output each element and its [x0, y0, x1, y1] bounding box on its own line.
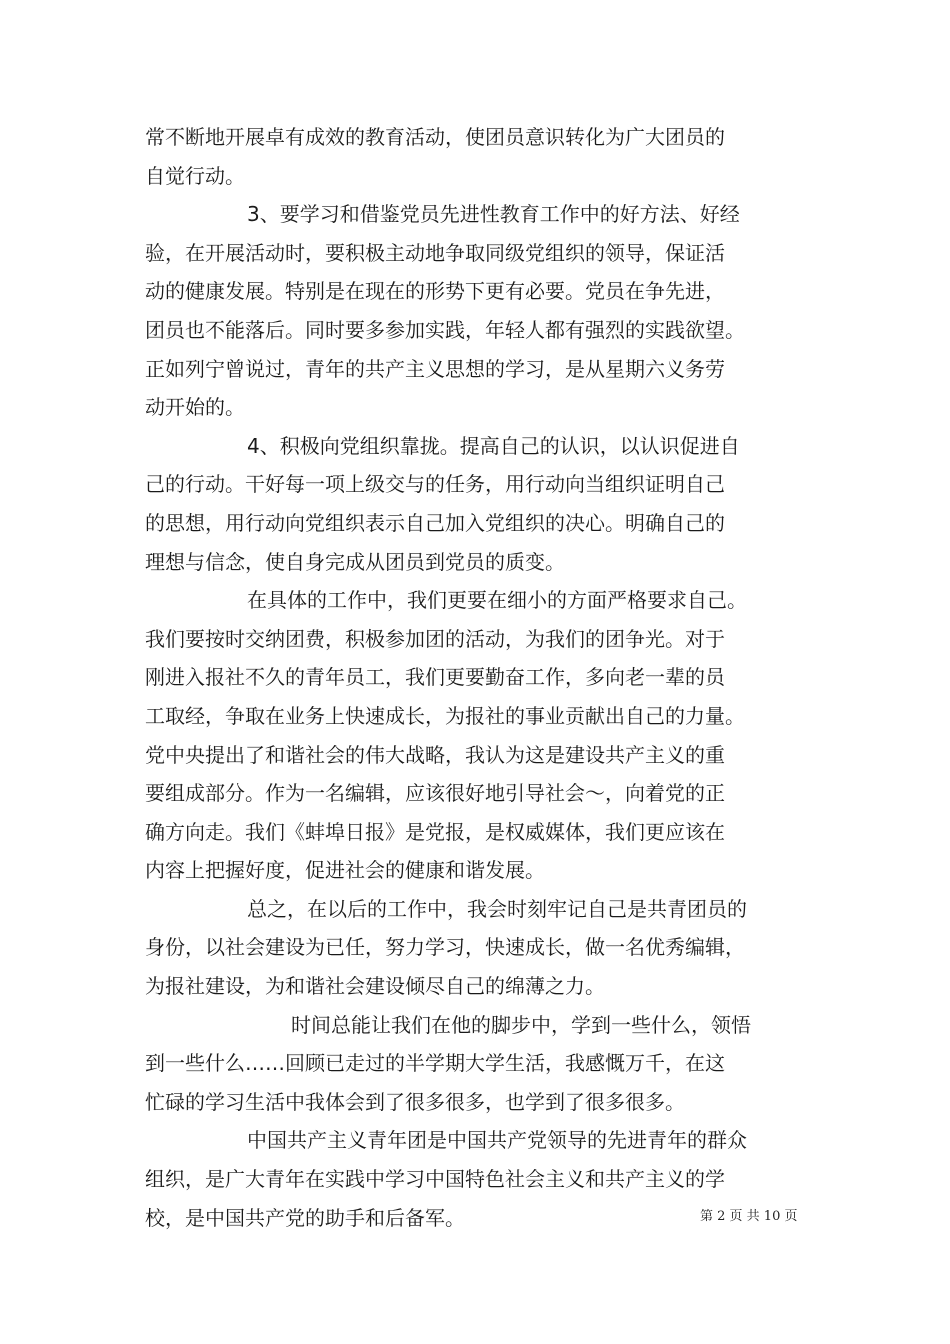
document-body	[145, 118, 815, 1237]
text-line: 党中央提出了和谐社会的伟大战略，我认为这是建设共产主义的重	[145, 742, 725, 767]
text-line: 在具体的工作中，我们更要在细小的方面严格要求自己。	[247, 588, 747, 613]
text-line: 到一些什么……回顾已走过的半学期大学生活，我感慨万千，在这	[145, 1051, 725, 1076]
text-line: 要组成部分。作为一名编辑，应该很好地引导社会～，向着党的正	[145, 781, 725, 806]
text-line: 团员也不能落后。同时要多参加实践，年轻人都有强烈的实践欲望。	[145, 317, 745, 342]
text-line: 身份，以社会建设为已任，努力学习，快速成长，做一名优秀编辑，	[145, 935, 745, 960]
text-line: 常不断地开展卓有成效的教育活动，使团员意识转化为广大团员的	[145, 125, 725, 149]
text-line: 工取经，争取在业务上快速成长，为报社的事业贡献出自己的力量。	[145, 703, 745, 728]
text-line: 组织，是广大青年在实践中学习中国特色社会主义和共产主义的学	[145, 1167, 725, 1192]
text-line: 动的健康发展。特别是在现在的形势下更有必要。党员在争先进，	[145, 279, 725, 304]
paragraph	[145, 581, 815, 890]
text-line: 验，在开展活动时，要积极主动地争取同级党组织的领导，保证活	[145, 240, 725, 265]
text-line: 时间总能让我们在他的脚步中，学到一些什么，领悟	[291, 1012, 751, 1037]
text-line: 确方向走。我们《蚌埠日报》是党报，是权威媒体，我们更应该在	[145, 819, 725, 844]
text-line: 中国共产主义青年团是中国共产党领导的先进青年的群众	[247, 1128, 747, 1153]
text-line: 的思想，用行动向党组织表示自己加入党组织的决心。明确自己的	[145, 510, 725, 535]
paragraph	[145, 195, 815, 427]
text-line: 为报社建设，为和谐社会建设倾尽自己的绵薄之力。	[145, 974, 605, 999]
text-line: 自觉行动。	[145, 163, 245, 188]
text-line: 己的行动。干好每一项上级交与的任务，用行动向当组织证明自己	[145, 472, 725, 497]
text-line: 我们要按时交纳团费，积极参加团的活动，为我们的团争光。对于	[145, 626, 725, 651]
page-number-footer: 第 2 页 共 10 页	[700, 1209, 798, 1224]
text-line: 总之，在以后的工作中，我会时刻牢记自己是共青团员的	[247, 896, 747, 921]
paragraph	[145, 118, 815, 195]
text-line: 4、积极向党组织靠拢。提高自己的认识，以认识促进自	[247, 433, 740, 458]
text-line: 刚进入报社不久的青年员工，我们更要勤奋工作，多向老一辈的员	[145, 665, 725, 690]
text-line: 正如列宁曾说过，青年的共产主义思想的学习，是从星期六义务劳	[145, 356, 725, 381]
text-line: 内容上把握好度，促进社会的健康和谐发展。	[145, 858, 545, 883]
text-line: 动开始的。	[145, 395, 245, 420]
text-line: 3、要学习和借鉴党员先进性教育工作中的好方法、好经	[247, 202, 740, 227]
paragraph	[145, 427, 815, 581]
paragraph	[145, 890, 815, 1006]
text-line: 理想与信念，使自身完成从团员到党员的质变。	[145, 549, 565, 574]
paragraph	[145, 1006, 815, 1122]
text-line: 校，是中国共产党的助手和后备军。	[145, 1205, 465, 1230]
text-line: 忙碌的学习生活中我体会到了很多很多，也学到了很多很多。	[145, 1089, 685, 1114]
